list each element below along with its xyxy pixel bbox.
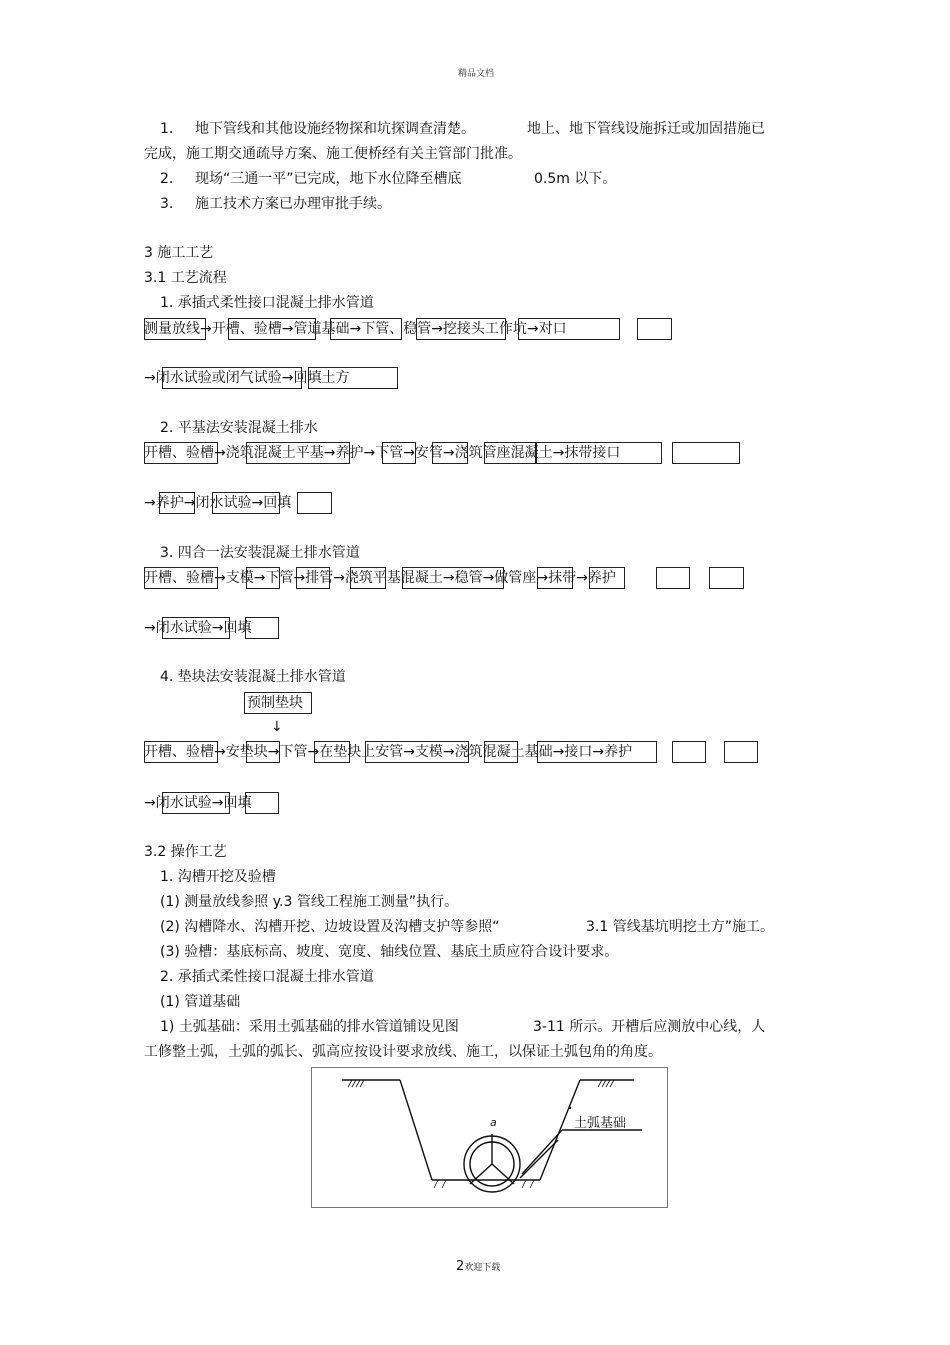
item3-number: 3. <box>160 196 174 212</box>
flow-box <box>314 741 350 763</box>
section-3-2-title: 3.2 操作工艺 <box>144 844 227 860</box>
section-3-title: 3 施工工艺 <box>144 245 214 261</box>
flow-box <box>144 741 218 763</box>
flow-box <box>656 567 690 589</box>
flow-box <box>402 567 504 589</box>
op2-title: 2. 承插式柔性接口混凝土排水管道 <box>160 969 374 985</box>
flow-box <box>484 741 518 763</box>
flow2-line2: →养护→闭水试验→回填 <box>144 495 292 511</box>
flow4-precast-label: 预制垫块 <box>247 695 303 711</box>
flow-box <box>246 442 350 464</box>
op1-title: 1. 沟槽开挖及验槽 <box>160 869 276 885</box>
flow-box <box>432 442 468 464</box>
flow-box <box>537 741 657 763</box>
soil-arc-foundation-figure <box>311 1067 668 1208</box>
flow4-line2: →闭水试验→回填 <box>144 795 252 811</box>
item2-text-b: 0.5m 以下。 <box>534 171 617 187</box>
flow2-title: 2. 平基法安装混凝土排水 <box>160 420 318 436</box>
flow-box <box>296 567 330 589</box>
flow-box <box>162 367 302 389</box>
op1-item3: (3) 验槽：基底标高、坡度、宽度、轴线位置、基底土质应符合设计要求。 <box>160 944 619 960</box>
flow3-line1: 开槽、验槽→支模→下管→排管→浇筑平基混凝土→稳管→做管座→抹带→养护 <box>144 570 616 586</box>
flow-box <box>162 792 230 814</box>
item2-number: 2. <box>160 171 174 187</box>
flow-box <box>536 442 662 464</box>
flow-box <box>672 741 706 763</box>
flow-box <box>709 567 744 589</box>
item1-text-b: 地上、地下管线设施拆迁或加固措施已 <box>527 121 765 137</box>
flow3-line2: →闭水试验→回填 <box>144 620 252 636</box>
op2-item1-1-c: 工修整土弧，土弧的弧长、弧高应按设计要求放线、施工，以保证土弧包角的角度。 <box>144 1044 662 1060</box>
flow-box <box>518 318 620 340</box>
footer-text: 欢迎下载 <box>464 1263 501 1273</box>
flow-box <box>228 318 316 340</box>
item1-text-a: 地下管线和其他设施经物探和坑探调查清楚。 <box>195 121 475 137</box>
down-arrow: ↓ <box>271 719 283 735</box>
flow-box <box>484 442 536 464</box>
op2-item1-1-a: 1) 土弧基础：采用土弧基础的排水管道铺设见图 <box>160 1019 459 1035</box>
flow-box <box>672 442 740 464</box>
flow-box <box>589 567 625 589</box>
flow-box <box>537 567 573 589</box>
flow-box <box>246 567 280 589</box>
flow-box <box>159 492 195 514</box>
section-3-1-title: 3.1 工艺流程 <box>144 270 227 286</box>
flow-box <box>724 741 758 763</box>
page-number: 2 <box>456 1259 465 1274</box>
flow-box <box>382 442 416 464</box>
flow-box <box>330 318 402 340</box>
flow-box <box>245 617 279 639</box>
item3-text: 施工技术方案已办理审批手续。 <box>195 196 391 212</box>
op1-item2-a: (2) 沟槽降水、沟槽开挖、边坡设置及沟槽支护等参照“ <box>160 919 500 935</box>
flow-box <box>297 492 332 514</box>
trench-drawing <box>312 1068 668 1208</box>
flow4-title: 4. 垫块法安装混凝土排水管道 <box>160 669 346 685</box>
flow-box <box>416 318 506 340</box>
item1-number: 1. <box>160 121 174 137</box>
flow-box <box>308 367 398 389</box>
page-footer <box>456 1259 500 1274</box>
flow2-line1: 开槽、验槽→浇筑混凝土平基→养护→下管→安管→浇筑管座混凝土→抹带接口 <box>144 445 621 461</box>
item2-text-a: 现场“三通一平”已完成，地下水位降至槽底 <box>195 171 462 187</box>
flow1-line1: 测量放线→开槽、验槽→管道基础→下管、稳管→挖接头工作坑→对口 <box>144 321 567 337</box>
flow-box <box>162 617 230 639</box>
flow-box <box>350 567 386 589</box>
flow-box <box>144 318 206 340</box>
flow4-line1: 开槽、验槽→安垫块→下管→在垫块上安管→支模→浇筑混凝土基础→接口→养护 <box>144 744 633 760</box>
op1-item1: (1) 测量放线参照 y.3 管线工程施工测量”执行。 <box>160 894 459 910</box>
flow-box <box>637 318 672 340</box>
flow-box <box>246 741 280 763</box>
flow1-line2: →闭水试验或闭气试验→回填土方 <box>144 370 350 386</box>
flow1-title: 1. 承插式柔性接口混凝土排水管道 <box>160 295 374 311</box>
item1-text-c: 完成，施工期交通疏导方案、施工便桥经有关主管部门批准。 <box>144 146 522 162</box>
flow-box <box>244 692 312 714</box>
flow-box <box>365 741 469 763</box>
flow-box <box>245 792 279 814</box>
op2-item1: (1) 管道基础 <box>160 994 241 1010</box>
op2-item1-1-b: 3-11 所示。开槽后应测放中心线，人 <box>533 1019 766 1035</box>
flow-box <box>212 492 280 514</box>
soil-arc-label: 土弧基础 <box>574 1116 627 1131</box>
flow3-title: 3. 四合一法安装混凝土排水管道 <box>160 545 360 561</box>
page-header: 精品文档 <box>458 69 495 79</box>
op1-item2-b: 3.1 管线基坑明挖土方”施工。 <box>586 919 774 935</box>
flow-box <box>144 442 218 464</box>
flow-box <box>144 567 218 589</box>
angle-label: a <box>490 1116 497 1129</box>
